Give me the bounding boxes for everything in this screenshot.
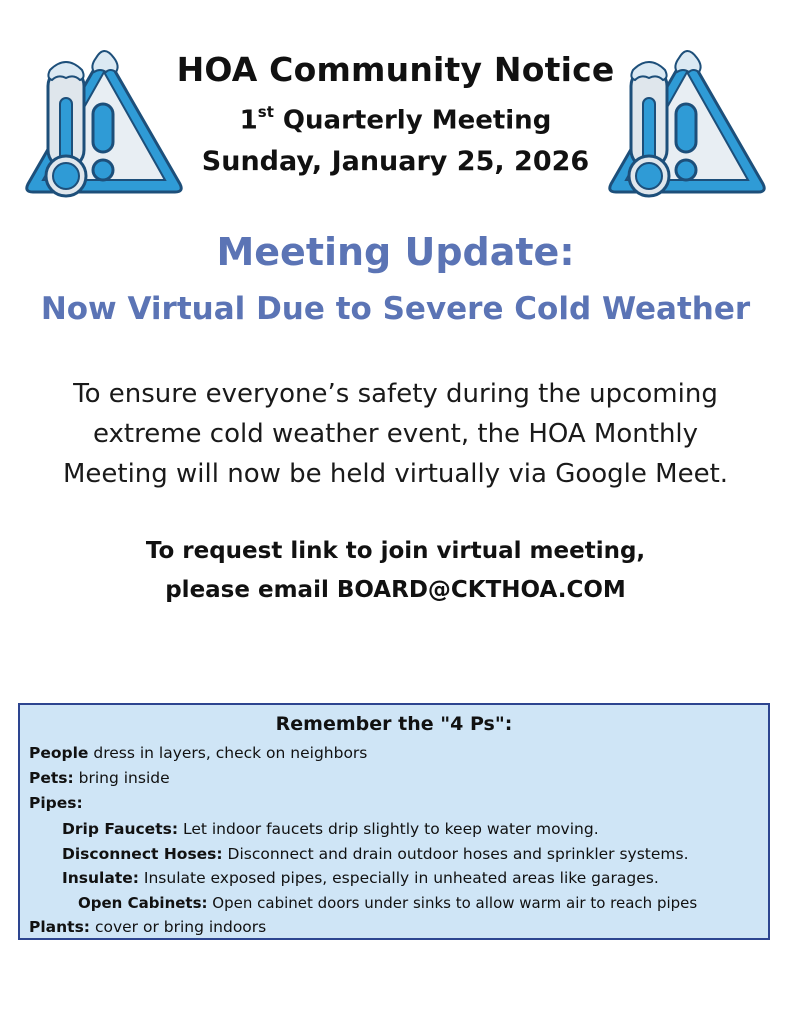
tip-label: Disconnect Hoses:: [62, 845, 223, 863]
tip-label: Insulate:: [62, 869, 139, 887]
tip-text: cover or bring indoors: [90, 918, 267, 936]
tip-open-cabinets: [78, 894, 697, 912]
tip-insulate: [62, 869, 659, 887]
notice-title: HOA Community Notice: [176, 50, 615, 89]
announcement-paragraph: [40, 374, 751, 494]
update-heading: Meeting Update:: [216, 230, 575, 274]
tip-text: bring inside: [73, 769, 170, 787]
tip-label: Pets:: [29, 769, 74, 787]
tip-label: Open Cabinets:: [78, 894, 208, 912]
meeting-name: [0, 105, 791, 136]
request-email-line: please email BOARD@CKTHOA.COM: [165, 577, 626, 603]
announcement-line: To ensure everyone’s safety during the upcoming: [73, 379, 718, 409]
tip-text: Open cabinet doors under sinks to allow warm air to reach pipes: [207, 894, 698, 912]
tips-title: Remember the "4 Ps":: [275, 713, 513, 735]
tip-text: Let indoor faucets drip slightly to keep water moving.: [178, 820, 599, 838]
meeting-name-text: Quarterly Meeting: [273, 105, 552, 136]
meeting-ordinal-suffix: st: [257, 103, 274, 121]
tip-pipes: [29, 794, 83, 812]
tip-disconnect-hoses: [62, 845, 689, 863]
announcement-line: Meeting will now be held virtually via Google Meet.: [62, 459, 729, 489]
tips-box: [18, 703, 770, 940]
tip-label: Pipes:: [29, 794, 83, 812]
tip-label: Plants:: [29, 918, 91, 936]
tip-text: Disconnect and drain outdoor hoses and sprinkler systems.: [222, 845, 689, 863]
tip-text: Insulate exposed pipes, especially in unheated areas like garages.: [138, 869, 659, 887]
tip-label: Drip Faucets:: [62, 820, 179, 838]
meeting-date: Sunday, January 25, 2026: [201, 146, 590, 177]
request-instructions: [0, 532, 791, 610]
tip-pets: [29, 769, 170, 787]
update-subheading: Now Virtual Due to Severe Cold Weather: [40, 291, 751, 327]
tip-text: dress in layers, check on neighbors: [88, 744, 368, 762]
tip-people: [29, 744, 367, 762]
tip-label: People: [29, 744, 89, 762]
tip-drip-faucets: [62, 820, 599, 838]
announcement-line: extreme cold weather event, the HOA Monthly: [92, 419, 699, 449]
request-line: To request link to join virtual meeting,: [145, 538, 646, 564]
tip-plants: [29, 918, 266, 936]
meeting-ordinal: 1: [239, 105, 258, 136]
